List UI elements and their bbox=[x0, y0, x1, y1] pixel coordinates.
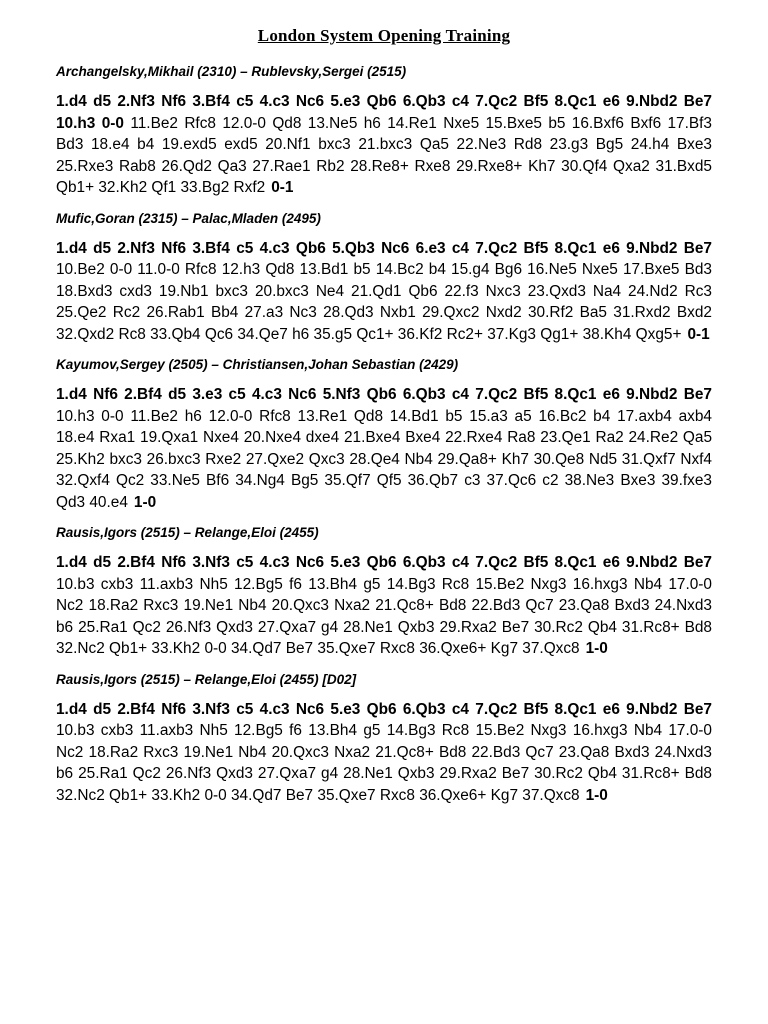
continuation-moves: 10.h3 0-0 11.Be2 h6 12.0-0 Rfc8 13.Re1 Qd8 14.Bd1 b5 15.a3 a5 16.Bc2 b4 17.axb4 axb4 18.e4 Rxa1 19.Qxa1 Nxe4 20.Nxe4 dxe4 21.Bxe4 Bxe4 22.Rxe4 Ra8 23.Qe1 Ra2 24.Re2 Qa5 25.Kh2 bxc3 26.bxc3 Rxe2 27.Qxe2 Qxc3 28.Qe4 Nb4 29.Qa8+ Kh7 30.Qe8 Nd5 31.Qxf7 Nxf4 32.Qxf4 Qc2 33.Ne5 Bf6 34.Ng4 Bg5 35.Qf7 Qf5 36.Qb7 c3 37.Qc6 c2 38.Ne3 Bxe3 39.fxe3 Qd3 40.e4 bbox=[56, 407, 712, 511]
continuation-moves: 10.b3 cxb3 11.axb3 Nh5 12.Bg5 f6 13.Bh4 g5 14.Bg3 Rc8 15.Be2 Nxg3 16.hxg3 Nb4 17.0-0 Nc2 18.Ra2 Rxc3 19.Ne1 Nb4 20.Qxc3 Nxa2 21.Qc8+ Bd8 22.Bd3 Qc7 23.Qa8 Bxd3 24.Nxd3 b6 25.Ra1 Qc2 26.Nf3 Qxd3 27.Qxa7 g4 28.Ne1 Qxb3 29.Rxa2 Be7 30.Rc2 Qb4 31.Rc8+ Bd8 32.Nc2 Qb1+ 33.Kh2 0-0 34.Qd7 Be7 35.Qxe7 Rxc8 36.Qxe6+ Kg7 37.Qxc8 bbox=[56, 575, 712, 657]
game-header: Mufic,Goran (2315) – Palac,Mladen (2495) bbox=[56, 210, 321, 226]
document-title: London System Opening Training bbox=[257, 26, 511, 45]
opening-moves: 1.d4 Nf6 2.Bf4 d5 3.e3 c5 4.c3 Nc6 5.Nf3 Qb6 6.Qb3 c4 7.Qc2 Bf5 8.Qc1 e6 9.Nbd2 Be7 bbox=[56, 386, 712, 403]
game-moves bbox=[56, 552, 712, 660]
game-header: Kayumov,Sergey (2505) – Christiansen,Johan Sebastian (2429) bbox=[56, 357, 459, 372]
game-entry bbox=[56, 64, 712, 199]
document-page bbox=[56, 22, 712, 818]
game-result: 1-0 bbox=[133, 493, 157, 511]
game-moves bbox=[56, 384, 712, 513]
game-result: 0-1 bbox=[687, 325, 710, 343]
opening-moves: 1.d4 d5 2.Bf4 Nf6 3.Nf3 c5 4.c3 Nc6 5.e3 Qb6 6.Qb3 c4 7.Qc2 Bf5 8.Qc1 e6 9.Nbd2 Be7 bbox=[56, 554, 712, 571]
game-moves bbox=[56, 699, 712, 807]
game-entry bbox=[56, 211, 712, 346]
game-result: 1-0 bbox=[585, 640, 608, 657]
opening-moves: 1.d4 d5 2.Nf3 Nf6 3.Bf4 c5 4.c3 Qb6 5.Qb3 Nc6 6.e3 c4 7.Qc2 Bf5 8.Qc1 e6 9.Nbd2 Be7 bbox=[56, 239, 712, 257]
continuation-moves: 10.b3 cxb3 11.axb3 Nh5 12.Bg5 f6 13.Bh4 g5 14.Bg3 Rc8 15.Be2 Nxg3 16.hxg3 Nb4 17.0-0 Nc2 18.Ra2 Rxc3 19.Ne1 Nb4 20.Qxc3 Nxa2 21.Qc8+ Bd8 22.Bd3 Qc7 23.Qa8 Bxd3 24.Nxd3 b6 25.Ra1 Qc2 26.Nf3 Qxd3 27.Qxa7 g4 28.Ne1 Qxb3 29.Rxa2 Be7 30.Rc2 Qb4 31.Rc8+ Bd8 32.Nc2 Qb1+ 33.Kh2 0-0 34.Qd7 Be7 35.Qxe7 Rxc8 36.Qxe6+ Kg7 37.Qxc8 bbox=[56, 722, 712, 804]
game-header: Rausis,Igors (2515) – Relange,Eloi (2455) [D02] bbox=[56, 671, 357, 687]
opening-moves: 1.d4 d5 2.Bf4 Nf6 3.Nf3 c5 4.c3 Nc6 5.e3 Qb6 6.Qb3 c4 7.Qc2 Bf5 8.Qc1 e6 9.Nbd2 Be7 bbox=[56, 700, 712, 718]
continuation-moves: 11.Be2 Rfc8 12.0-0 Qd8 13.Ne5 h6 14.Re1 Nxe5 15.Bxe5 b5 16.Bxf6 Bxf6 17.Bf3 Bd3 18.e4 b4 19.exd5 exd5 20.Nf1 bxc3 21.bxc3 Qa5 22.Ne3 Rd8 23.g3 Bg5 24.h4 Bxe3 25.Rxe3 Rab8 26.Qd2 Qa3 27.Rae1 Rb2 28.Re8+ Rxe8 29.Rxe8+ Kh7 30.Qf4 Qxa2 31.Bxd5 Qb1+ 32.Kh2 Qf1 33.Bg2 Rxf2 bbox=[56, 114, 712, 196]
game-result: 1-0 bbox=[585, 786, 608, 804]
game-header: Rausis,Igors (2515) – Relange,Eloi (2455) bbox=[56, 525, 319, 540]
game-moves bbox=[56, 238, 712, 346]
game-result: 0-1 bbox=[271, 179, 294, 196]
game-header: Archangelsky,Mikhail (2310) – Rublevsky,Sergei (2515) bbox=[56, 64, 407, 79]
game-entry bbox=[56, 357, 712, 513]
continuation-moves: 10.Be2 0-0 11.0-0 Rfc8 12.h3 Qd8 13.Bd1 b5 14.Bc2 b4 15.g4 Bg6 16.Ne5 Nxe5 17.Bxe5 Bd3 18.Bxd3 cxd3 19.Nb1 bxc3 20.bxc3 Ne4 21.Qd1 Qb6 22.f3 Nxc3 23.Qxd3 Na4 24.Nd2 Rc3 25.Qe2 Rc2 26.Rab1 Bb4 27.a3 Nc3 28.Qd3 Nxb1 29.Qxc2 Nxd2 30.Rf2 Ba5 31.Rxd2 Bxd2 32.Qxd2 Rc8 33.Qb4 Qc6 34.Qe7 h6 35.g5 Qc1+ 36.Kf2 Rc2+ 37.Kg3 Qg1+ 38.Kh4 Qxg5+ bbox=[56, 261, 712, 343]
game-entry bbox=[56, 525, 712, 660]
opening-moves: 1.d4 d5 2.Nf3 Nf6 3.Bf4 c5 4.c3 Nc6 5.e3 Qb6 6.Qb3 c4 7.Qc2 Bf5 8.Qc1 e6 9.Nbd2 Be7 10.h3 0-0 bbox=[56, 93, 712, 132]
game-moves bbox=[56, 91, 712, 199]
game-entry bbox=[56, 672, 712, 807]
